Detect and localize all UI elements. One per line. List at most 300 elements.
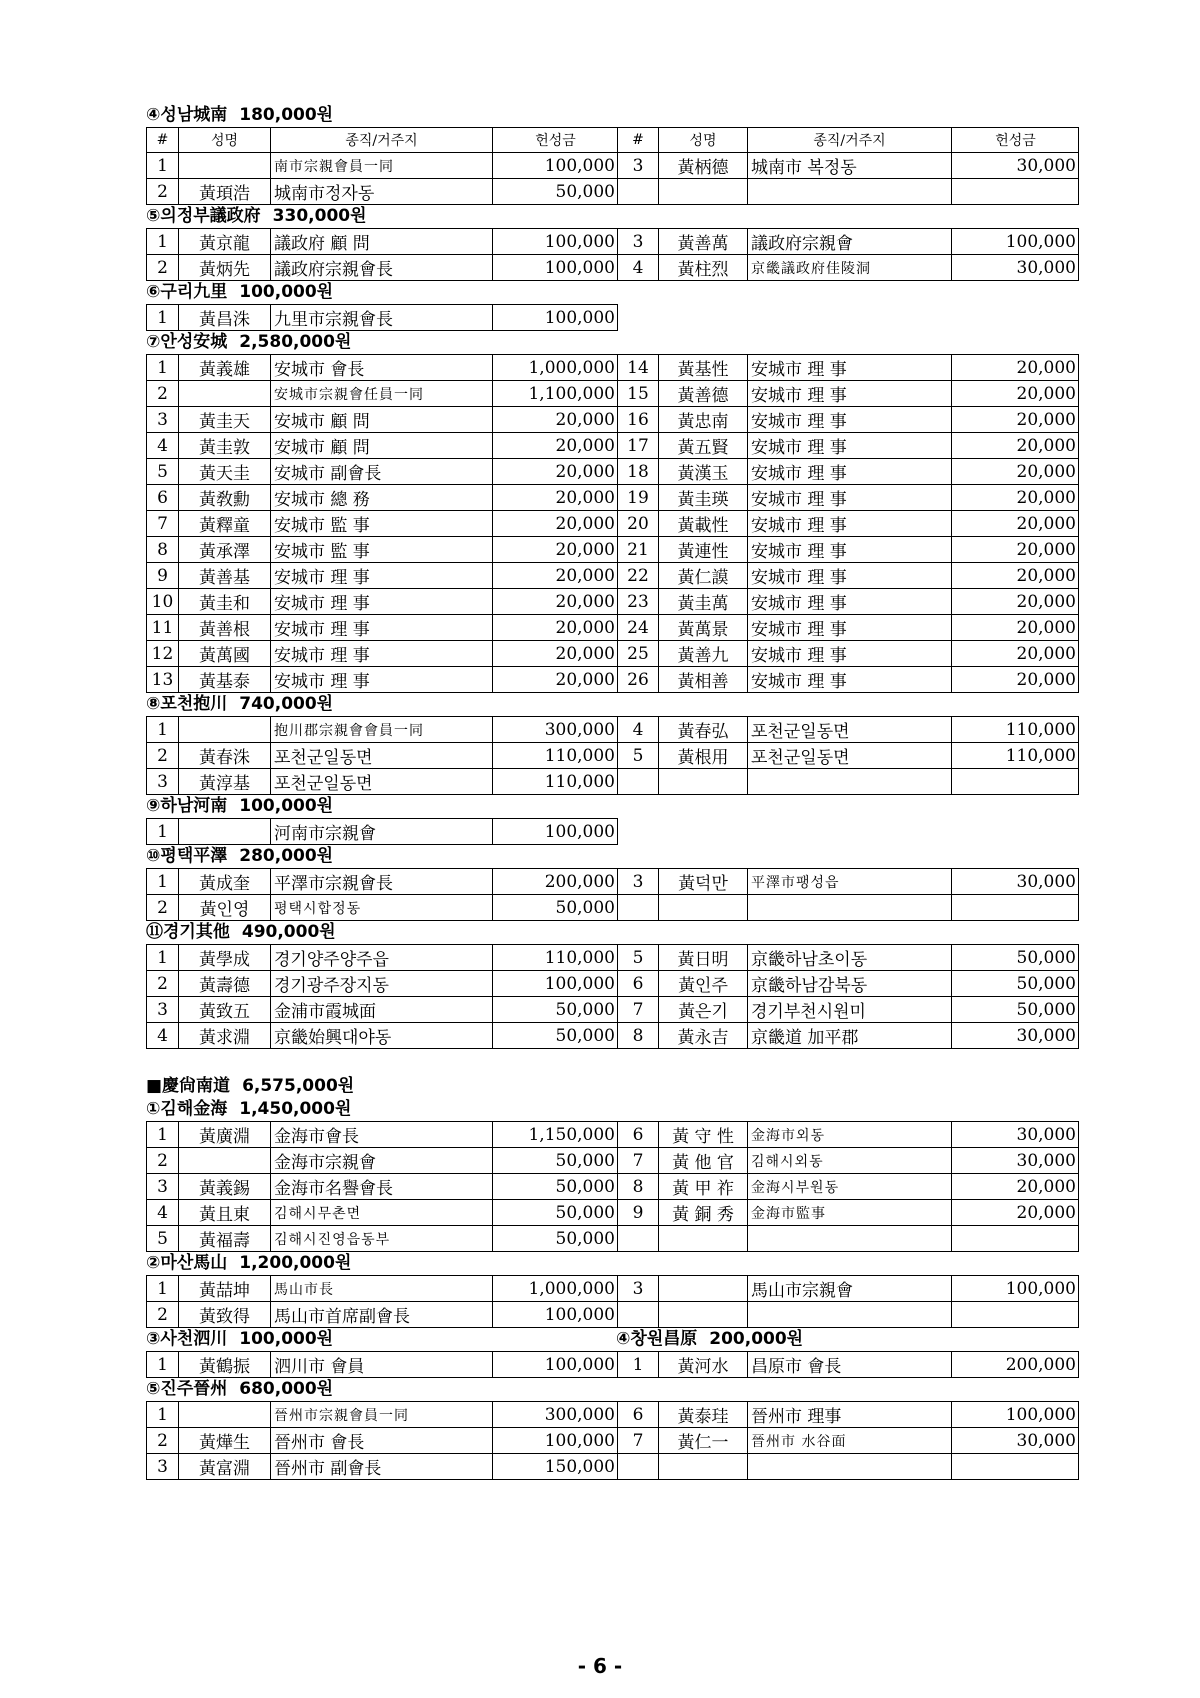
right-row-number	[618, 179, 659, 205]
left-row-number: 4	[147, 1200, 179, 1226]
left-donation-amount: 20,000	[493, 485, 618, 511]
left-row-number: 1	[147, 1122, 179, 1148]
left-member-role: 安城市宗親會任員一同	[271, 381, 493, 407]
left-donation-amount: 50,000	[493, 997, 618, 1023]
section-title	[146, 1252, 1084, 1275]
section-region: ⑦안성安城	[146, 332, 228, 352]
section-title	[616, 1328, 803, 1351]
right-member-name	[659, 769, 748, 795]
left-member-name: 黃且東	[179, 1200, 271, 1226]
left-member-role: 金海市名譽會長	[271, 1174, 493, 1200]
table-row	[147, 229, 1079, 255]
right-row-number: 5	[618, 945, 659, 971]
right-donation-amount: 100,000	[952, 229, 1079, 255]
right-member-name: 黃圭萬	[659, 589, 748, 615]
right-member-role	[748, 895, 952, 921]
right-member-name: 黃萬景	[659, 615, 748, 641]
left-member-role: 김해시진영읍동부	[271, 1226, 493, 1252]
right-donation-amount: 20,000	[952, 433, 1079, 459]
section-region: ⑤진주晉州	[146, 1379, 228, 1399]
right-row-number: 25	[618, 641, 659, 667]
left-header-row-number: #	[147, 128, 179, 153]
table-row	[147, 1200, 1079, 1226]
left-member-name: 黃淳基	[179, 769, 271, 795]
left-member-name: 黃基泰	[179, 667, 271, 693]
section-total: 1,450,000원	[239, 1099, 352, 1119]
left-row-number: 1	[147, 305, 179, 331]
donation-table	[146, 1401, 1079, 1480]
right-member-name: 黃泰珪	[659, 1402, 748, 1428]
section-region: ④성남城南	[146, 105, 228, 125]
left-row-number: 1	[147, 1352, 179, 1378]
left-row-number: 3	[147, 1174, 179, 1200]
left-donation-amount: 20,000	[493, 459, 618, 485]
left-donation-amount: 150,000	[493, 1454, 618, 1480]
left-member-name	[179, 1402, 271, 1428]
left-member-role: 安城市 理 事	[271, 563, 493, 589]
left-member-name: 黃鶴振	[179, 1352, 271, 1378]
right-row-number: 22	[618, 563, 659, 589]
left-member-name: 黃善基	[179, 563, 271, 589]
right-row-number: 4	[618, 255, 659, 281]
right-member-role	[748, 769, 952, 795]
right-member-role: 金海市監事	[748, 1200, 952, 1226]
right-member-name: 黃春弘	[659, 717, 748, 743]
table-row	[147, 1454, 1079, 1480]
right-member-name: 黃 他 官	[659, 1148, 748, 1174]
right-member-role: 安城市 理 事	[748, 563, 952, 589]
left-member-name	[179, 1148, 271, 1174]
right-member-name: 黃은기	[659, 997, 748, 1023]
right-member-role: 安城市 理 事	[748, 615, 952, 641]
left-row-number: 8	[147, 537, 179, 563]
left-row-number: 2	[147, 971, 179, 997]
donation-table	[146, 1275, 1079, 1328]
right-member-role: 김해시외동	[748, 1148, 952, 1174]
right-member-role: 安城市 理 事	[748, 641, 952, 667]
left-member-name: 黃燁生	[179, 1428, 271, 1454]
section-total: 330,000원	[272, 206, 367, 226]
right-row-number	[618, 1226, 659, 1252]
left-donation-amount: 50,000	[493, 1174, 618, 1200]
table-row	[147, 819, 618, 845]
right-row-number: 1	[618, 1352, 659, 1378]
right-member-name: 黃忠南	[659, 407, 748, 433]
left-member-role: 南市宗親會員一同	[271, 153, 493, 179]
left-member-role: 포천군일동면	[271, 743, 493, 769]
document-body	[146, 104, 1084, 1480]
table-header-row	[147, 128, 1079, 153]
right-row-number: 17	[618, 433, 659, 459]
right-member-role	[748, 1454, 952, 1480]
left-donation-amount: 50,000	[493, 1200, 618, 1226]
left-member-name: 黃致五	[179, 997, 271, 1023]
table-row	[147, 179, 1079, 205]
right-member-name: 黃基性	[659, 355, 748, 381]
right-donation-amount: 20,000	[952, 459, 1079, 485]
province-title	[146, 1075, 1084, 1098]
left-donation-amount: 100,000	[493, 1302, 618, 1328]
left-member-role: 安城市 會長	[271, 355, 493, 381]
right-donation-amount: 30,000	[952, 869, 1079, 895]
right-row-number: 7	[618, 997, 659, 1023]
right-donation-amount: 20,000	[952, 537, 1079, 563]
left-donation-amount: 1,000,000	[493, 1276, 618, 1302]
left-member-name: 黃圭和	[179, 589, 271, 615]
right-member-role: 晉州市 水谷面	[748, 1428, 952, 1454]
left-member-role: 議政府 顧 問	[271, 229, 493, 255]
right-member-role: 安城市 理 事	[748, 407, 952, 433]
right-member-name: 黃 守 性	[659, 1122, 748, 1148]
right-row-number	[618, 895, 659, 921]
table-row	[147, 1428, 1079, 1454]
section-total: 740,000원	[239, 694, 334, 714]
right-donation-amount	[952, 769, 1079, 795]
right-row-number: 6	[618, 1122, 659, 1148]
table-row	[147, 511, 1079, 537]
section-title	[146, 281, 1084, 304]
left-member-role: 晉州市宗親會員一同	[271, 1402, 493, 1428]
right-member-name: 黃善德	[659, 381, 748, 407]
left-donation-amount: 1,150,000	[493, 1122, 618, 1148]
right-member-role: 京畿하남초이동	[748, 945, 952, 971]
left-row-number: 2	[147, 1428, 179, 1454]
donation-table	[146, 1351, 1079, 1378]
right-donation-amount: 20,000	[952, 355, 1079, 381]
right-member-name: 黃五賢	[659, 433, 748, 459]
left-donation-amount: 100,000	[493, 305, 618, 331]
left-member-name: 黃成奎	[179, 869, 271, 895]
right-donation-amount: 20,000	[952, 667, 1079, 693]
donation-table	[146, 354, 1079, 693]
table-row	[147, 485, 1079, 511]
left-row-number: 1	[147, 229, 179, 255]
left-member-role: 평택시합정동	[271, 895, 493, 921]
donation-table	[146, 127, 1079, 205]
section-region: ⑨하남河南	[146, 796, 228, 816]
left-member-name: 黃致得	[179, 1302, 271, 1328]
table-row	[147, 589, 1079, 615]
left-member-name: 黃求淵	[179, 1023, 271, 1049]
left-row-number: 1	[147, 153, 179, 179]
right-header-donation-amount: 헌성금	[952, 128, 1079, 153]
right-member-name: 黃柄德	[659, 153, 748, 179]
left-row-number: 5	[147, 1226, 179, 1252]
right-member-role: 安城市 理 事	[748, 355, 952, 381]
left-donation-amount: 50,000	[493, 1148, 618, 1174]
left-donation-amount: 300,000	[493, 1402, 618, 1428]
donation-table	[146, 868, 1079, 921]
left-row-number: 3	[147, 1454, 179, 1480]
right-member-role: 安城市 理 事	[748, 433, 952, 459]
left-row-number: 3	[147, 769, 179, 795]
left-row-number: 2	[147, 743, 179, 769]
left-donation-amount: 20,000	[493, 433, 618, 459]
right-member-role: 安城市 理 事	[748, 537, 952, 563]
left-member-name: 黃萬國	[179, 641, 271, 667]
left-row-number: 1	[147, 819, 179, 845]
right-row-number: 6	[618, 1402, 659, 1428]
left-member-name: 黃圭敦	[179, 433, 271, 459]
left-member-name: 黃義錫	[179, 1174, 271, 1200]
left-member-role: 경기광주장지동	[271, 971, 493, 997]
left-member-role: 議政府宗親會長	[271, 255, 493, 281]
left-member-role: 安城市 顧 問	[271, 433, 493, 459]
left-member-name: 黃喆坤	[179, 1276, 271, 1302]
right-member-role: 安城市 理 事	[748, 589, 952, 615]
left-member-name	[179, 717, 271, 743]
right-member-name	[659, 1276, 748, 1302]
right-member-name: 黃柱烈	[659, 255, 748, 281]
right-row-number: 18	[618, 459, 659, 485]
left-member-name: 黃釋童	[179, 511, 271, 537]
table-row	[147, 869, 1079, 895]
donation-table	[146, 716, 1079, 795]
right-row-number: 9	[618, 1200, 659, 1226]
left-member-role: 金浦市霞城面	[271, 997, 493, 1023]
left-header-member-role: 종직/거주지	[271, 128, 493, 153]
left-member-role: 城南市정자동	[271, 179, 493, 205]
province-total: 6,575,000원	[242, 1076, 355, 1096]
section-total: 680,000원	[239, 1379, 334, 1399]
left-donation-amount: 20,000	[493, 589, 618, 615]
right-member-role: 京畿議政府佳陵洞	[748, 255, 952, 281]
left-donation-amount: 200,000	[493, 869, 618, 895]
right-header-row-number: #	[618, 128, 659, 153]
left-header-donation-amount: 헌성금	[493, 128, 618, 153]
left-row-number: 2	[147, 1302, 179, 1328]
right-row-number	[618, 1302, 659, 1328]
left-member-role: 安城市 理 事	[271, 615, 493, 641]
section-total: 2,580,000원	[239, 332, 352, 352]
left-member-role: 晉州市 會長	[271, 1428, 493, 1454]
left-donation-amount: 110,000	[493, 769, 618, 795]
left-member-role: 安城市 顧 問	[271, 407, 493, 433]
left-row-number: 3	[147, 407, 179, 433]
right-donation-amount: 20,000	[952, 511, 1079, 537]
right-row-number	[618, 769, 659, 795]
section-title	[146, 795, 1084, 818]
left-member-role: 安城市 監 事	[271, 511, 493, 537]
right-row-number: 6	[618, 971, 659, 997]
right-member-name	[659, 895, 748, 921]
left-donation-amount: 1,000,000	[493, 355, 618, 381]
table-row	[147, 1276, 1079, 1302]
right-donation-amount: 20,000	[952, 1174, 1079, 1200]
section-region: ④창원昌原	[616, 1329, 698, 1349]
right-member-role: 安城市 理 事	[748, 485, 952, 511]
left-member-name: 黃春洙	[179, 743, 271, 769]
right-row-number: 23	[618, 589, 659, 615]
left-member-name: 黃學成	[179, 945, 271, 971]
left-member-name: 黃敎勳	[179, 485, 271, 511]
right-donation-amount: 50,000	[952, 945, 1079, 971]
right-donation-amount: 20,000	[952, 407, 1079, 433]
right-member-name: 黃相善	[659, 667, 748, 693]
left-member-name: 黃圭天	[179, 407, 271, 433]
right-donation-amount: 30,000	[952, 255, 1079, 281]
table-row	[147, 667, 1079, 693]
right-row-number: 20	[618, 511, 659, 537]
left-member-role: 安城市 理 事	[271, 667, 493, 693]
table-row	[147, 971, 1079, 997]
left-row-number: 4	[147, 433, 179, 459]
right-donation-amount: 100,000	[952, 1276, 1079, 1302]
table-row	[147, 717, 1079, 743]
left-row-number: 1	[147, 1402, 179, 1428]
table-row	[147, 381, 1079, 407]
left-member-role: 馬山市首席副會長	[271, 1302, 493, 1328]
left-member-name: 黃廣淵	[179, 1122, 271, 1148]
right-row-number: 4	[618, 717, 659, 743]
left-row-number: 9	[147, 563, 179, 589]
right-row-number: 3	[618, 1276, 659, 1302]
right-donation-amount: 110,000	[952, 717, 1079, 743]
right-row-number: 26	[618, 667, 659, 693]
right-member-name	[659, 1454, 748, 1480]
left-row-number: 3	[147, 997, 179, 1023]
left-member-role: 김해시무촌면	[271, 1200, 493, 1226]
right-row-number: 7	[618, 1428, 659, 1454]
left-member-role: 安城市 理 事	[271, 589, 493, 615]
table-row	[147, 895, 1079, 921]
right-row-number: 3	[618, 229, 659, 255]
right-row-number: 21	[618, 537, 659, 563]
right-donation-amount: 20,000	[952, 1200, 1079, 1226]
right-member-role: 安城市 理 事	[748, 667, 952, 693]
section-title	[146, 1098, 1084, 1121]
section-title	[146, 104, 1084, 127]
donation-table	[146, 818, 618, 845]
right-member-name	[659, 1302, 748, 1328]
right-row-number: 8	[618, 1023, 659, 1049]
left-member-role: 安城市 理 事	[271, 641, 493, 667]
left-donation-amount: 50,000	[493, 1226, 618, 1252]
left-member-name: 黃富淵	[179, 1454, 271, 1480]
right-row-number: 19	[618, 485, 659, 511]
table-row	[147, 1174, 1079, 1200]
paired-section-titles	[146, 1328, 1084, 1351]
left-member-name	[179, 819, 271, 845]
section-title	[146, 845, 1084, 868]
left-member-name: 黃인영	[179, 895, 271, 921]
left-row-number: 1	[147, 869, 179, 895]
left-member-name: 黃福壽	[179, 1226, 271, 1252]
right-member-role: 安城市 理 事	[748, 459, 952, 485]
left-row-number: 1	[147, 1276, 179, 1302]
right-member-role: 金海市외동	[748, 1122, 952, 1148]
right-donation-amount: 20,000	[952, 615, 1079, 641]
section-region: ①김해金海	[146, 1099, 228, 1119]
section-title	[146, 921, 1084, 944]
left-row-number: 2	[147, 895, 179, 921]
left-donation-amount: 20,000	[493, 563, 618, 589]
province-name: ■慶尙南道	[146, 1076, 231, 1096]
left-member-name: 黃京龍	[179, 229, 271, 255]
left-row-number: 4	[147, 1023, 179, 1049]
left-member-name: 黃昌洙	[179, 305, 271, 331]
left-donation-amount: 20,000	[493, 407, 618, 433]
section-total: 1,200,000원	[239, 1253, 352, 1273]
table-row	[147, 563, 1079, 589]
left-member-role: 경기양주양주읍	[271, 945, 493, 971]
left-row-number: 12	[147, 641, 179, 667]
table-row	[147, 355, 1079, 381]
right-donation-amount: 30,000	[952, 1122, 1079, 1148]
section-title	[146, 1378, 1084, 1401]
right-member-name: 黃連性	[659, 537, 748, 563]
left-donation-amount: 50,000	[493, 179, 618, 205]
right-donation-amount: 200,000	[952, 1352, 1079, 1378]
right-member-role: 晉州市 理事	[748, 1402, 952, 1428]
left-donation-amount: 50,000	[493, 1023, 618, 1049]
table-row	[147, 743, 1079, 769]
right-member-role: 議政府宗親會	[748, 229, 952, 255]
right-donation-amount: 30,000	[952, 153, 1079, 179]
right-member-name	[659, 1226, 748, 1252]
section-title	[146, 1328, 617, 1351]
left-row-number: 1	[147, 355, 179, 381]
right-donation-amount: 20,000	[952, 641, 1079, 667]
section-title	[146, 331, 1084, 354]
section-region: ⑪경기其他	[146, 922, 230, 942]
section-region: ⑥구리九里	[146, 282, 228, 302]
table-row	[147, 305, 618, 331]
section-total: 200,000원	[709, 1329, 804, 1349]
table-row	[147, 615, 1079, 641]
left-donation-amount: 100,000	[493, 153, 618, 179]
right-donation-amount: 30,000	[952, 1148, 1079, 1174]
table-row	[147, 433, 1079, 459]
donation-table	[146, 1121, 1079, 1252]
right-member-role: 平澤市팽성읍	[748, 869, 952, 895]
right-row-number: 24	[618, 615, 659, 641]
table-row	[147, 1023, 1079, 1049]
right-member-name: 黃 銅 秀	[659, 1200, 748, 1226]
left-donation-amount: 20,000	[493, 667, 618, 693]
right-member-role	[748, 179, 952, 205]
left-row-number: 5	[147, 459, 179, 485]
right-member-role: 경기부천시원미	[748, 997, 952, 1023]
left-donation-amount: 110,000	[493, 743, 618, 769]
left-member-name: 黃義雄	[179, 355, 271, 381]
right-donation-amount: 20,000	[952, 563, 1079, 589]
right-donation-amount: 30,000	[952, 1023, 1079, 1049]
left-member-role: 安城市 總 務	[271, 485, 493, 511]
right-member-name: 黃 甲 祚	[659, 1174, 748, 1200]
left-row-number: 6	[147, 485, 179, 511]
section-region: ②마산馬山	[146, 1253, 228, 1273]
table-row	[147, 1122, 1079, 1148]
right-donation-amount: 50,000	[952, 971, 1079, 997]
left-member-role: 泗川市 會員	[271, 1352, 493, 1378]
right-donation-amount: 100,000	[952, 1402, 1079, 1428]
table-row	[147, 945, 1079, 971]
left-row-number: 2	[147, 179, 179, 205]
left-member-role: 晉州市 副會長	[271, 1454, 493, 1480]
section-region: ⑧포천抱川	[146, 694, 228, 714]
left-donation-amount: 100,000	[493, 1352, 618, 1378]
donation-table	[146, 228, 1079, 281]
left-donation-amount: 20,000	[493, 615, 618, 641]
left-row-number: 7	[147, 511, 179, 537]
right-donation-amount: 50,000	[952, 997, 1079, 1023]
table-row	[147, 537, 1079, 563]
right-member-name: 黃덕만	[659, 869, 748, 895]
section-total: 100,000원	[239, 282, 334, 302]
table-row	[147, 459, 1079, 485]
right-member-role: 京畿하남감북동	[748, 971, 952, 997]
